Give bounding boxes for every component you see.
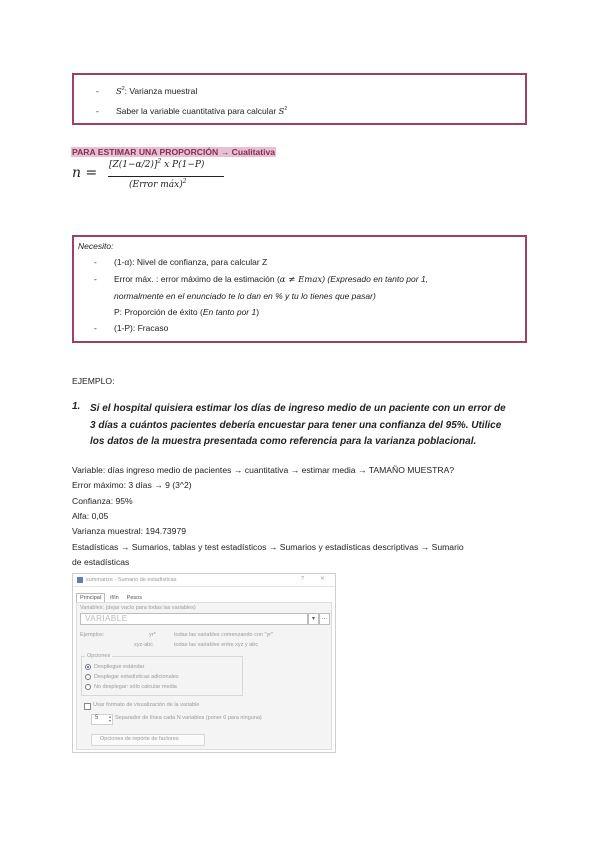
example-label: EJEMPLO: xyxy=(72,376,115,386)
separator-label: Separador de línea cada N variables (poner 0 para ninguna) xyxy=(115,715,262,721)
formula-numerator: $[Z(1-\alpha/2)]^2$ x P(1−P) xyxy=(109,158,205,170)
alpha-line: Alfa: 0,05 xyxy=(72,511,109,521)
dialog-title: summarize - Sumario de estadísticas xyxy=(86,577,177,583)
example-2-desc: todas las variables entre xyz y abc xyxy=(174,642,259,648)
requirements-box: Necesito: - (1-α): Nivel de confianza, para calcular Z - Error máx. : error máximo de la estimación (α ≠ Emax) (Expresado en tanto por 1, normalmente en el enunciado te lo dan en % y tu lo tienes que pasar) P: Proporción de éxito (En tanto por 1) - (1-P): Fracaso xyxy=(72,235,527,343)
bullet-text: Saber la variable cuantitativa para calcular xyxy=(116,106,279,116)
menu-path-line: Estadísticas → Sumarios, tablas y test estadísticos → Sumarios y estadísticas descriptivas → Sumario xyxy=(72,542,464,552)
formula-denominator: (Error máx)$^2$ xyxy=(129,178,187,190)
example-2-pattern: xyz-abc xyxy=(134,642,153,648)
menu-path-line-2: de estadísticas xyxy=(72,557,130,567)
dialog-titlebar xyxy=(73,574,335,587)
max-error-note: normalmente en el enunciado te lo dan en % y tu lo tienes que pasar) xyxy=(114,291,376,301)
help-icon[interactable]: ? xyxy=(301,576,305,582)
options-group xyxy=(81,653,243,696)
radio-additional-label: Desplegar estadísticas adicionales xyxy=(94,674,179,680)
dialog-panel xyxy=(76,602,332,750)
dialog-tabs xyxy=(76,593,147,602)
example-1-desc: todas las variables comenzando con "yr" xyxy=(174,632,273,638)
variables-browse-button[interactable]: … xyxy=(319,613,330,625)
close-icon[interactable]: ✕ xyxy=(320,576,325,582)
confidence-line: Confianza: 95% xyxy=(72,496,133,506)
summarize-dialog-screenshot xyxy=(72,573,336,753)
section-title: PARA ESTIMAR UNA PROPORCIÓN → Cualitativa xyxy=(72,147,276,157)
radio-mean-only-label: No desplegar: sólo calcular media xyxy=(94,684,177,690)
radio-standard[interactable] xyxy=(85,664,91,670)
example-1-pattern: yr* xyxy=(149,632,156,638)
max-error-line: Error máximo: 3 días → 9 (3^2) xyxy=(72,480,192,490)
s-symbol: S xyxy=(278,107,285,117)
app-icon xyxy=(77,577,83,583)
factor-options-button[interactable]: Opciones de reporte de factores xyxy=(91,734,205,746)
radio-additional[interactable] xyxy=(85,674,91,680)
format-checkbox[interactable] xyxy=(84,703,91,710)
bullet-text: : Varianza muestral xyxy=(124,86,198,96)
question-number: 1. xyxy=(72,401,81,412)
tab-if-in[interactable]: if/in xyxy=(110,595,119,601)
variables-input[interactable]: VARIABLE xyxy=(80,613,308,625)
format-checkbox-label: Usar formato de visualización de la variable xyxy=(93,702,200,708)
separator-spinner[interactable]: 5 ▴ ▾ xyxy=(91,714,113,725)
tab-pesos[interactable]: Pesos xyxy=(126,595,142,601)
tab-principal[interactable]: Principal xyxy=(76,593,105,602)
sample-size-formula xyxy=(72,156,272,196)
options-label: Opciones xyxy=(87,653,111,659)
question-text: Si el hospital quisiera estimar los días de ingreso medio de un paciente con un error de 3 días a cuántos pacientes debería encuestar para tener una confianza del 95%. Utilice los datos de la muestra presentada como referencia para la varianza poblacional. xyxy=(90,403,506,447)
s-symbol: S xyxy=(116,87,122,97)
sample-variance-line: Varianza muestral: 194.73979 xyxy=(72,526,187,536)
variable-line: Variable: días ingreso medio de pacientes → cuantitativa → estimar media → TAMAÑO MUESTRA? xyxy=(72,465,455,475)
requirements-heading: Necesito: xyxy=(78,241,114,251)
variance-note-box: - $S^2$: Varianza muestral - Saber la variable cuantitativa para calcular $S^2$ xyxy=(72,73,527,125)
fraction-bar xyxy=(108,176,224,177)
success-proportion: P: Proporción de éxito (En tanto por 1) xyxy=(114,307,260,317)
radio-mean-only[interactable] xyxy=(85,684,91,690)
radio-standard-label: Despliegue estándar xyxy=(94,664,145,670)
variables-dropdown-button[interactable]: ▾ xyxy=(308,613,319,625)
examples-label: Ejemplos: xyxy=(80,632,105,638)
formula-lhs: n = xyxy=(72,165,98,181)
variables-label: Variables: (dejar vacío para todas las variables) xyxy=(80,605,196,611)
